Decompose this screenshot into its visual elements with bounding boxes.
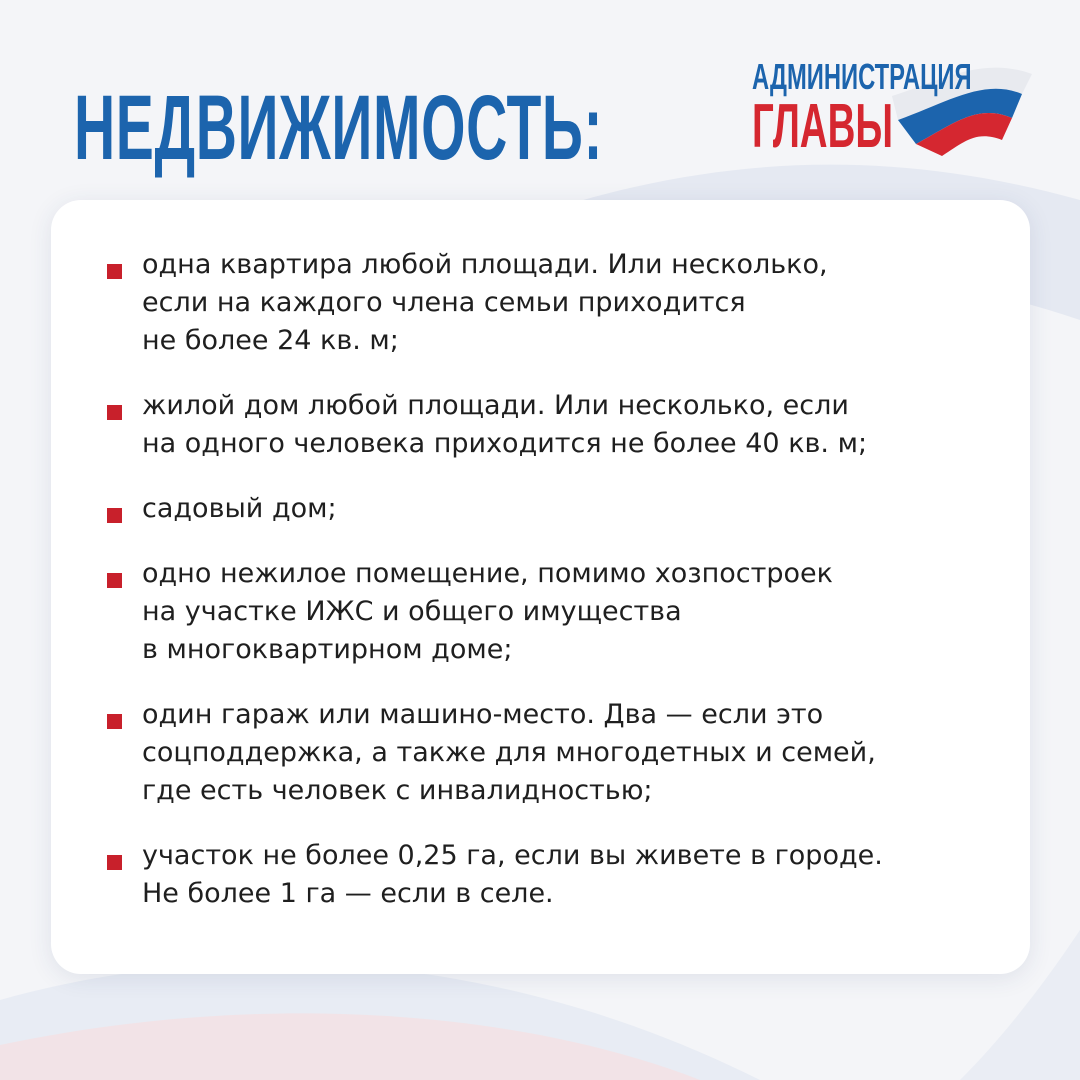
- list-item-line: одна квартира любой площади. Или несколько,: [142, 249, 828, 280]
- list-item: [0, 555, 880, 669]
- list-item: [0, 490, 880, 528]
- logo-text-bottom: ГЛАВЫ: [752, 92, 893, 161]
- page-title: НЕДВИЖИМОСТЬ:: [74, 77, 604, 179]
- list-item-line: Не более 1 га — если в селе.: [142, 878, 554, 909]
- property-list: [0, 246, 883, 940]
- list-item-line: на участке ИЖС и общего имущества: [142, 596, 682, 627]
- list-item: [0, 696, 880, 810]
- list-item: [0, 387, 880, 463]
- list-item-line: в многоквартирном доме;: [142, 634, 513, 665]
- bullet-square-icon: [107, 405, 122, 420]
- administration-logo: [752, 56, 1052, 166]
- list-item-line: садовый дом;: [142, 493, 337, 524]
- list-item-line: где есть человек с инвалидностью;: [142, 775, 653, 806]
- list-item-line: одно нежилое помещение, помимо хозпостроек: [142, 558, 833, 589]
- list-item-line: если на каждого члена семьи приходится: [142, 287, 746, 318]
- logo-text-top: АДМИНИСТРАЦИЯ: [752, 56, 972, 97]
- list-item-line: на одного человека приходится не более 40 кв. м;: [142, 428, 868, 459]
- list-item-line: жилой дом любой площади. Или несколько, если: [142, 390, 849, 421]
- bullet-square-icon: [107, 264, 122, 279]
- list-item: [0, 837, 883, 913]
- bullet-square-icon: [107, 508, 122, 523]
- list-item: [0, 246, 880, 360]
- list-item-line: один гараж или машино-место. Два — если это: [142, 699, 824, 730]
- list-item-line: не более 24 кв. м;: [142, 325, 399, 356]
- bullet-square-icon: [107, 714, 122, 729]
- list-item-line: участок не более 0,25 га, если вы живете в городе.: [142, 840, 883, 871]
- list-item-line: соцподдержка, а также для многодетных и семей,: [142, 737, 876, 768]
- bullet-square-icon: [107, 573, 122, 588]
- bullet-square-icon: [107, 855, 122, 870]
